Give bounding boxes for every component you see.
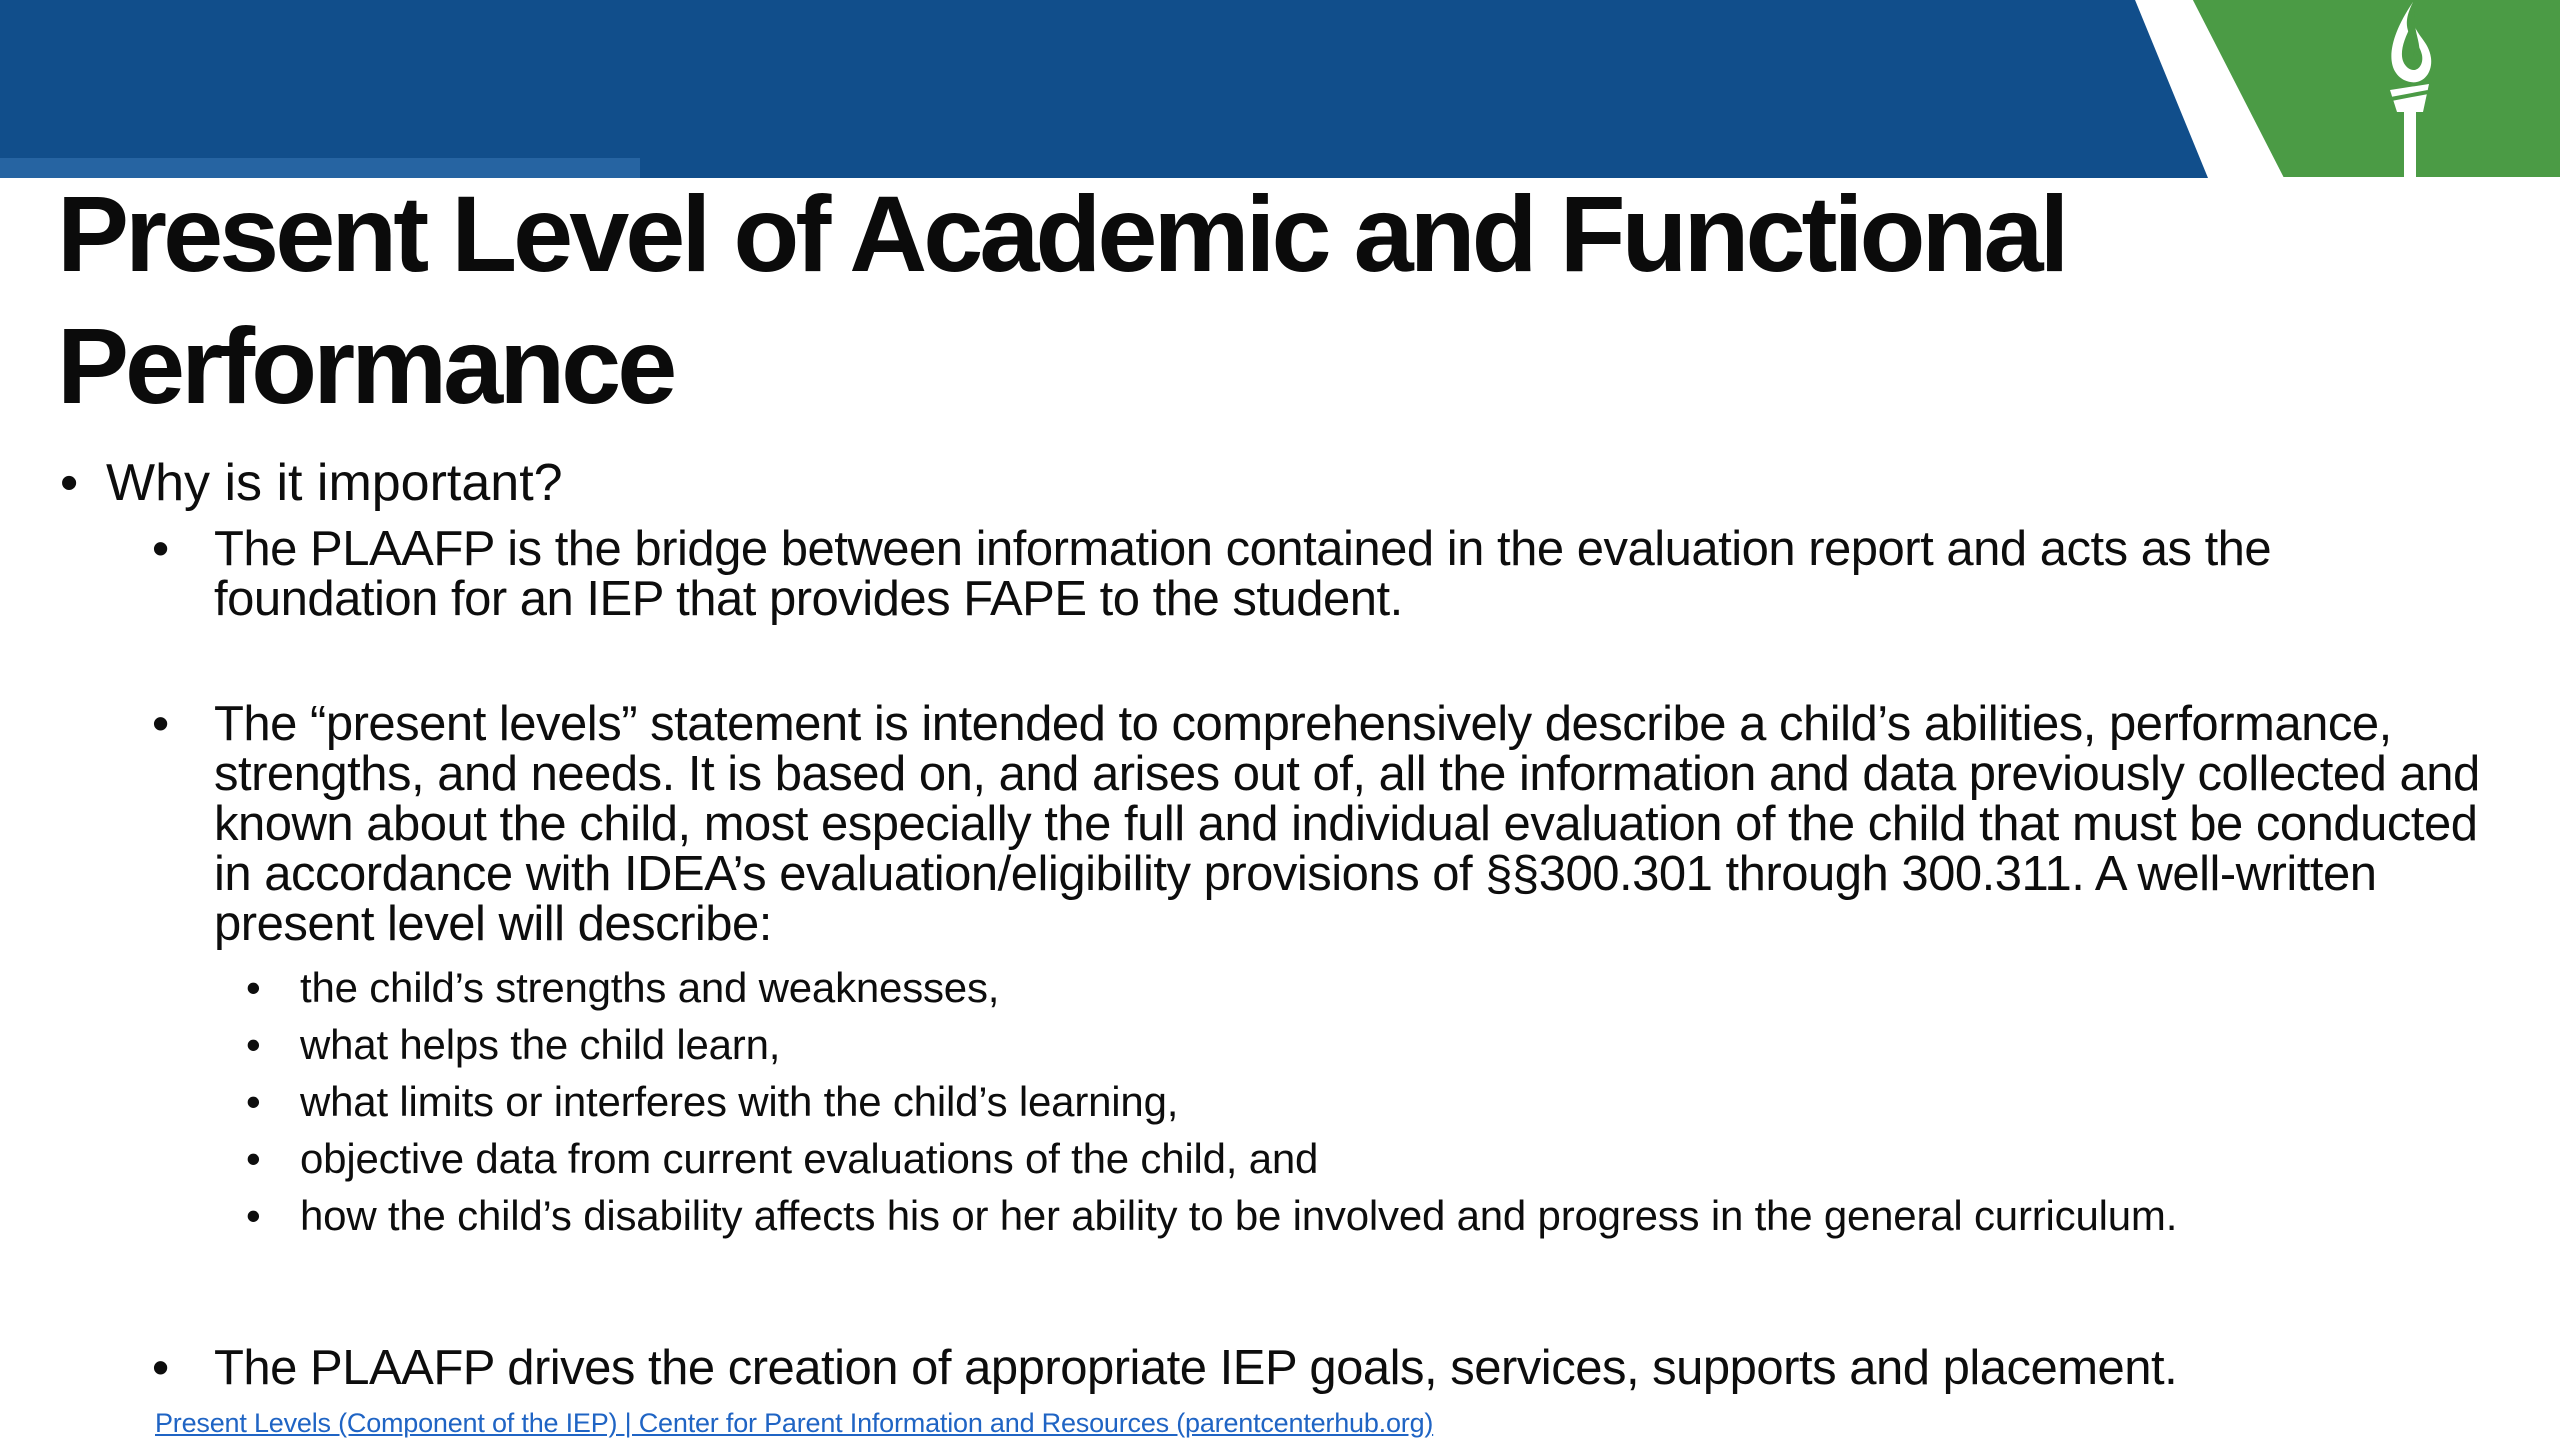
list-item-text: how the child’s disability affects his or her ability to be involved and progress in the general curriculum. xyxy=(300,1192,2178,1239)
source-link[interactable]: Present Levels (Component of the IEP) | Center for Parent Information and Resources (parentcenterhub.org) xyxy=(155,1408,1434,1438)
slide-title-line1: Present Level of Academic and Functional xyxy=(57,173,2066,294)
bullet-level1 xyxy=(60,455,2360,511)
list-item-text: what helps the child learn, xyxy=(300,1021,781,1068)
bullet-text: The PLAAFP is the bridge between information contained in the evaluation report and acts as the foundation for an IEP that provides FAPE to the student. xyxy=(214,522,2272,626)
bullet-level2-plaafp-drives xyxy=(152,1343,2482,1393)
bullet-level2-plaafp-bridge xyxy=(152,524,2342,624)
torch-icon xyxy=(2363,0,2459,178)
bullet-icon: • xyxy=(152,697,170,751)
list-item-text: objective data from current evaluations of the child, and xyxy=(300,1135,1319,1182)
level3-bullet-list xyxy=(246,964,2340,1249)
bullet-level2-present-levels xyxy=(152,699,2482,949)
bullet-text: The PLAAFP drives the creation of appropriate IEP goals, services, supports and placement. xyxy=(214,1341,2178,1395)
banner-blue-shape xyxy=(0,0,2560,178)
list-item xyxy=(246,1135,2340,1183)
list-item xyxy=(246,1192,2340,1240)
slide-title-line2: Performance xyxy=(57,305,674,426)
list-item xyxy=(246,964,2340,1012)
level1-heading: Why is it important? xyxy=(106,454,563,512)
bullet-icon: • xyxy=(246,964,261,1011)
slide-title xyxy=(57,168,2457,432)
list-item xyxy=(246,1021,2340,1069)
bullet-icon: • xyxy=(246,1135,261,1182)
bullet-text: The “present levels” statement is intended to comprehensively describe a child’s abilities, performance, strengths, and needs. It is based on, and arises out of, all the information and data previously collected and known about the child, most especially the full and individual evaluation of the child that must be conducted in accordance with IDEA’s evaluation/eligibility provisions of §§300.301 through 300.311. A well-written present level will describe: xyxy=(214,697,2480,951)
bullet-icon: • xyxy=(246,1078,261,1125)
bullet-icon: • xyxy=(246,1021,261,1068)
list-item xyxy=(246,1078,2340,1126)
header-banner xyxy=(0,0,2560,178)
list-item-text: what limits or interferes with the child’s learning, xyxy=(300,1078,1179,1125)
bullet-icon: • xyxy=(246,1192,261,1239)
bullet-icon: • xyxy=(60,454,79,512)
bullet-icon: • xyxy=(152,1341,170,1395)
list-item-text: the child’s strengths and weaknesses, xyxy=(300,964,1000,1011)
bullet-icon: • xyxy=(152,522,170,576)
